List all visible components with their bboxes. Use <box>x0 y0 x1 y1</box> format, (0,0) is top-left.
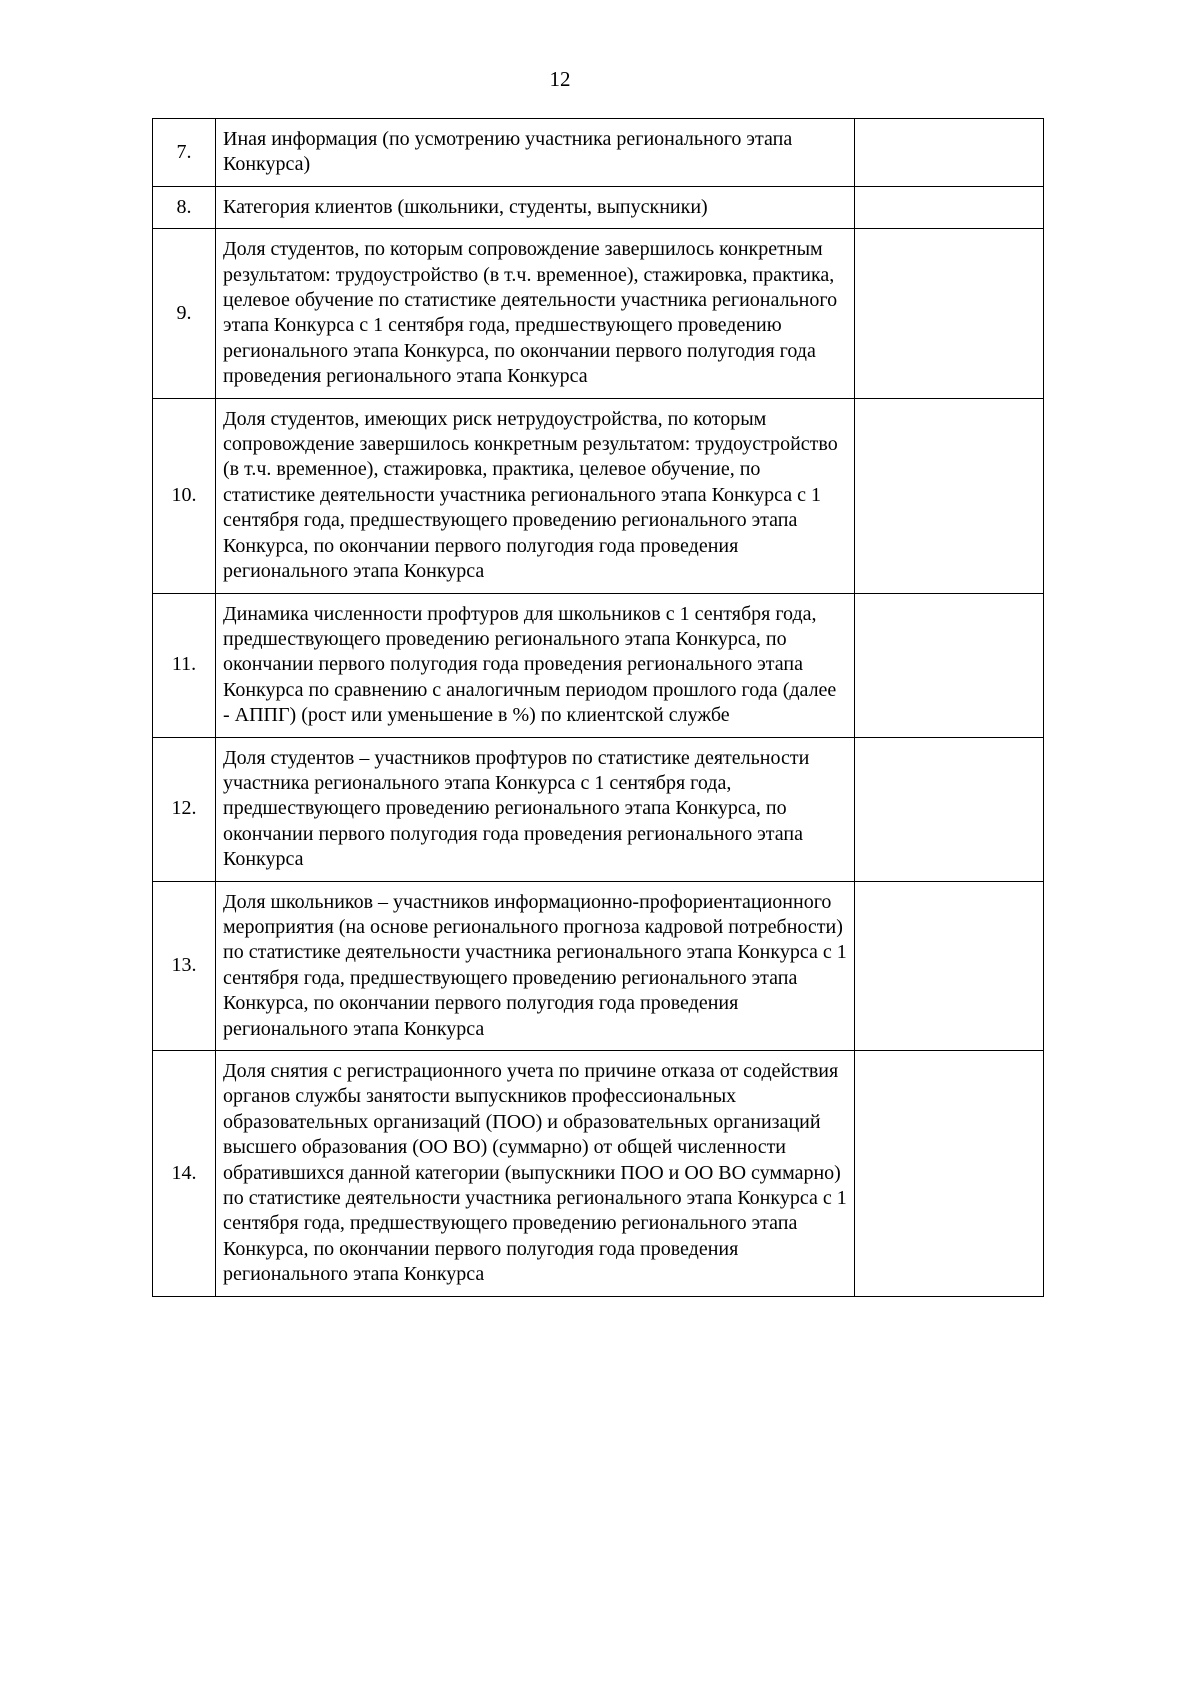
row-number: 7. <box>153 119 216 187</box>
table-row <box>153 737 1044 881</box>
row-value-cell[interactable] <box>855 881 1044 1050</box>
row-value-cell[interactable] <box>855 119 1044 187</box>
row-number: 12. <box>153 737 216 881</box>
row-description: Доля снятия с регистрационного учета по причине отказа от содействия органов службы занятости выпускников профессиональных образовательных организаций (ПОО) и образовательных организаций высшего образования (ОО ВО) (суммарно) от общей численности обратившихся данной категории (выпускники ПОО и ОО ВО суммарно) по статистике деятельности участника регионального этапа Конкурса с 1 сентября года, предшествующего проведению регионального этапа Конкурса, по окончании первого полугодия года проведения регионального этапа Конкурса <box>216 1051 855 1297</box>
row-description: Доля студентов – участников профтуров по статистике деятельности участника регионального этапа Конкурса с 1 сентября года, предшествующего проведению регионального этапа Конкурса, по окончании первого полугодия года проведения регионального этапа Конкурса <box>216 737 855 881</box>
row-value-cell[interactable] <box>855 398 1044 593</box>
table-row <box>153 119 1044 187</box>
row-description: Доля школьников – участников информационно-профориентационного мероприятия (на основе регионального прогноза кадровой потребности) по статистике деятельности участника регионального этапа Конкурса с 1 сентября года, предшествующего проведению регионального этапа Конкурса, по окончании первого полугодия года проведения регионального этапа Конкурса <box>216 881 855 1050</box>
page-number: 12 <box>549 67 571 91</box>
table-row <box>153 229 1044 398</box>
row-number: 10. <box>153 398 216 593</box>
row-number: 14. <box>153 1051 216 1297</box>
row-value-cell[interactable] <box>855 1051 1044 1297</box>
table-row <box>153 881 1044 1050</box>
table-row <box>153 186 1044 228</box>
table-row <box>153 593 1044 737</box>
row-value-cell[interactable] <box>855 593 1044 737</box>
row-description: Категория клиентов (школьники, студенты, выпускники) <box>216 186 855 228</box>
row-description: Доля студентов, имеющих риск нетрудоустройства, по которым сопровождение завершилось конкретным результатом: трудоустройство (в т.ч. временное), стажировка, практика, целевое обучение, по статистике деятельности участника регионального этапа Конкурса с 1 сентября года, предшествующего проведению регионального этапа Конкурса, по окончании первого полугодия года проведения регионального этапа Конкурса <box>216 398 855 593</box>
row-number: 8. <box>153 186 216 228</box>
criteria-table <box>152 118 1044 1297</box>
row-number: 9. <box>153 229 216 398</box>
table-row <box>153 398 1044 593</box>
row-number: 11. <box>153 593 216 737</box>
row-value-cell[interactable] <box>855 737 1044 881</box>
table-row <box>153 1051 1044 1297</box>
row-description: Доля студентов, по которым сопровождение завершилось конкретным результатом: трудоустройство (в т.ч. временное), стажировка, практика, целевое обучение по статистике деятельности участника регионального этапа Конкурса с 1 сентября года, предшествующего проведению регионального этапа Конкурса, по окончании первого полугодия года проведения регионального этапа Конкурса <box>216 229 855 398</box>
row-value-cell[interactable] <box>855 229 1044 398</box>
row-description: Динамика численности профтуров для школьников с 1 сентября года, предшествующего проведению регионального этапа Конкурса, по окончании первого полугодия года проведения регионального этапа Конкурса по сравнению с аналогичным периодом прошлого года (далее - АППГ) (рост или уменьшение в %) по клиентской службе <box>216 593 855 737</box>
row-description: Иная информация (по усмотрению участника регионального этапа Конкурса) <box>216 119 855 187</box>
row-value-cell[interactable] <box>855 186 1044 228</box>
row-number: 13. <box>153 881 216 1050</box>
